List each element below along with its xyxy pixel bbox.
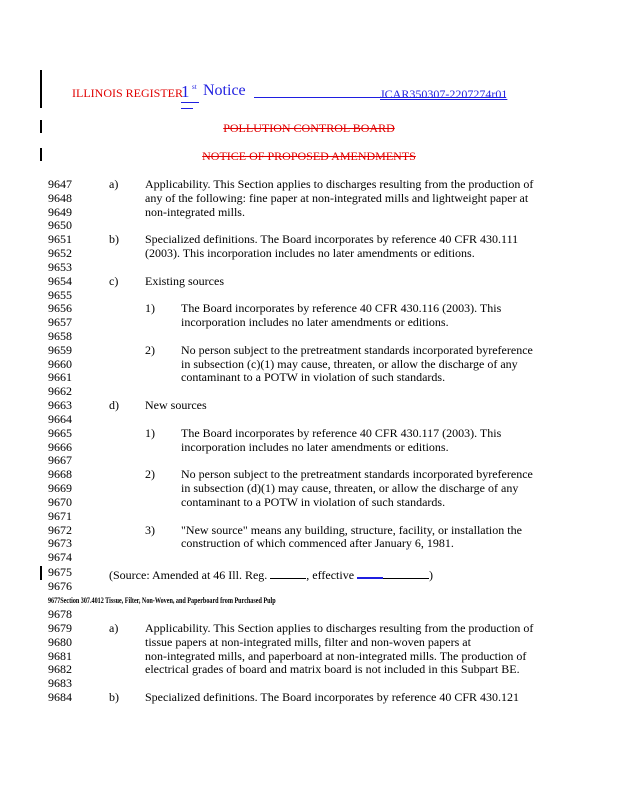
line-number: 9663 [48, 398, 72, 413]
line-number: 9680 [48, 635, 72, 649]
line-number: 9683 [48, 676, 72, 690]
item-label: b) [109, 690, 119, 704]
subparagraph-text: in subsection (c)(1) may cause, threaten, or allow the discharge of any [181, 356, 518, 371]
register-title: ILLINOIS REGISTER [72, 86, 183, 100]
paragraph-text: (2003). This incorporation includes no later amendments or editions. [145, 246, 475, 261]
line-number: 9671 [48, 508, 72, 523]
subparagraph-text: "New source" means any building, structure, facility, or installation the [181, 522, 522, 537]
item-label: a) [109, 177, 119, 191]
subparagraph-text: The Board incorporates by reference 40 CFR 430.116 (2003). This [181, 301, 502, 316]
line-number: 9647 [48, 177, 72, 191]
paragraph-text: Applicability. This Section applies to discharges resulting from the production of [145, 177, 534, 191]
subparagraph-text: in subsection (d)(1) may cause, threaten, or allow the discharge of any [181, 481, 519, 496]
item-label: a) [109, 621, 119, 635]
paragraph-text: Specialized definitions. The Board incorporates by reference 40 CFR 430.111 [145, 232, 519, 247]
paragraph-text: any of the following: fine paper at non-integrated mills and lightweight paper at [145, 190, 529, 205]
line-number: 9668 [48, 467, 72, 482]
change-bar [40, 70, 42, 108]
subparagraph-text: contaminant to a POTW in violation of such standards. [181, 494, 446, 509]
item-label: b) [109, 232, 119, 247]
item-label: c) [109, 273, 119, 288]
page-number-suffix: st [192, 83, 197, 91]
line-number: 9651 [48, 232, 72, 247]
line-number: 9684 [48, 690, 72, 704]
header-dash [181, 102, 199, 103]
paragraph-text: New sources [145, 398, 207, 413]
notice-label: Notice [203, 82, 246, 99]
line-number: 9655 [48, 287, 72, 302]
line-number: 9650 [48, 218, 72, 233]
line-number: 9675 [48, 565, 72, 579]
line-number: 9661 [48, 370, 72, 385]
subparagraph-text: incorporation includes no later amendments or editions. [181, 439, 449, 454]
header-dash [181, 108, 193, 109]
paragraph-text: Existing sources [145, 273, 224, 288]
paragraph-text: tissue papers at non-integrated mills, filter and non-woven papers at [145, 635, 471, 649]
source-note [109, 566, 433, 583]
line-number: 9648 [48, 190, 72, 205]
line-number: 9670 [48, 494, 72, 509]
paragraph-text: non-integrated mills, and paperboard at non-integrated mills. The production of [145, 649, 527, 663]
line-number: 9664 [48, 411, 72, 426]
board-title: POLLUTION CONTROL BOARD [223, 121, 395, 135]
line-number: 9674 [48, 550, 72, 565]
blank-volume [270, 567, 306, 579]
source-suffix: ) [429, 568, 434, 582]
line-number: 9666 [48, 439, 72, 454]
line-number: 9649 [48, 204, 72, 219]
subparagraph-text: No person subject to the pretreatment standards incorporated byreference [181, 467, 533, 482]
line-number: 9676 [48, 579, 72, 593]
line-number: 9658 [48, 329, 72, 344]
subparagraph-text: contaminant to a POTW in violation of such standards. [181, 370, 446, 385]
section-heading-text: Section 307.4012 Tissue, Filter, Non-Woven, and Paperboard from Purchased Pulp [60, 595, 276, 605]
line-number: 9659 [48, 342, 72, 357]
line-number: 9673 [48, 536, 72, 551]
line-number: 9679 [48, 621, 72, 635]
change-bar [40, 566, 42, 580]
section-heading [48, 594, 276, 606]
paragraph-text: electrical grades of board and matrix board is not included in this Subpart BE. [145, 662, 520, 676]
subparagraph-text: incorporation includes no later amendments or editions. [181, 315, 449, 330]
jcar-code: JCAR350307-2207274r01 [380, 87, 508, 101]
line-number: 9678 [48, 607, 72, 621]
line-number: 9669 [48, 481, 72, 496]
line-number: 9656 [48, 301, 72, 316]
line-number: 9682 [48, 662, 72, 676]
line-number: 9660 [48, 356, 72, 371]
line-number: 9667 [48, 453, 72, 468]
line-number: 9657 [48, 315, 72, 330]
paragraph-text: Specialized definitions. The Board incorporates by reference 40 CFR 430.121 [145, 690, 520, 704]
page-number: 1 [181, 82, 190, 101]
line-number: 9653 [48, 259, 72, 274]
subparagraph-text: No person subject to the pretreatment standards incorporated byreference [181, 342, 533, 357]
blank-date [383, 567, 429, 579]
item-label: d) [109, 398, 119, 413]
subparagraph-text: The Board incorporates by reference 40 CFR 430.117 (2003). This [181, 425, 502, 440]
subitem-label: 1) [145, 301, 155, 316]
paragraph-text: non-integrated mills. [145, 204, 245, 219]
line-number: 9652 [48, 246, 72, 261]
subparagraph-text: construction of which commenced after January 6, 1981. [181, 536, 454, 551]
line-number: 9665 [48, 425, 72, 440]
line-number: 9677 [48, 595, 61, 605]
source-prefix: (Source: Amended at 46 Ill. Reg. [109, 568, 268, 582]
subitem-label: 2) [145, 342, 155, 357]
line-number: 9654 [48, 273, 72, 288]
line-number: 9681 [48, 649, 72, 663]
subitem-label: 1) [145, 425, 155, 440]
subitem-label: 2) [145, 467, 155, 482]
source-middle: , effective [306, 568, 355, 582]
blank-date-part [357, 566, 383, 579]
paragraph-text: Applicability. This Section applies to discharges resulting from the production of [145, 621, 534, 635]
line-number: 9672 [48, 522, 72, 537]
notice-title: NOTICE OF PROPOSED AMENDMENTS [202, 149, 416, 163]
page-header [72, 82, 542, 112]
line-number: 9662 [48, 384, 72, 399]
subitem-label: 3) [145, 522, 155, 537]
